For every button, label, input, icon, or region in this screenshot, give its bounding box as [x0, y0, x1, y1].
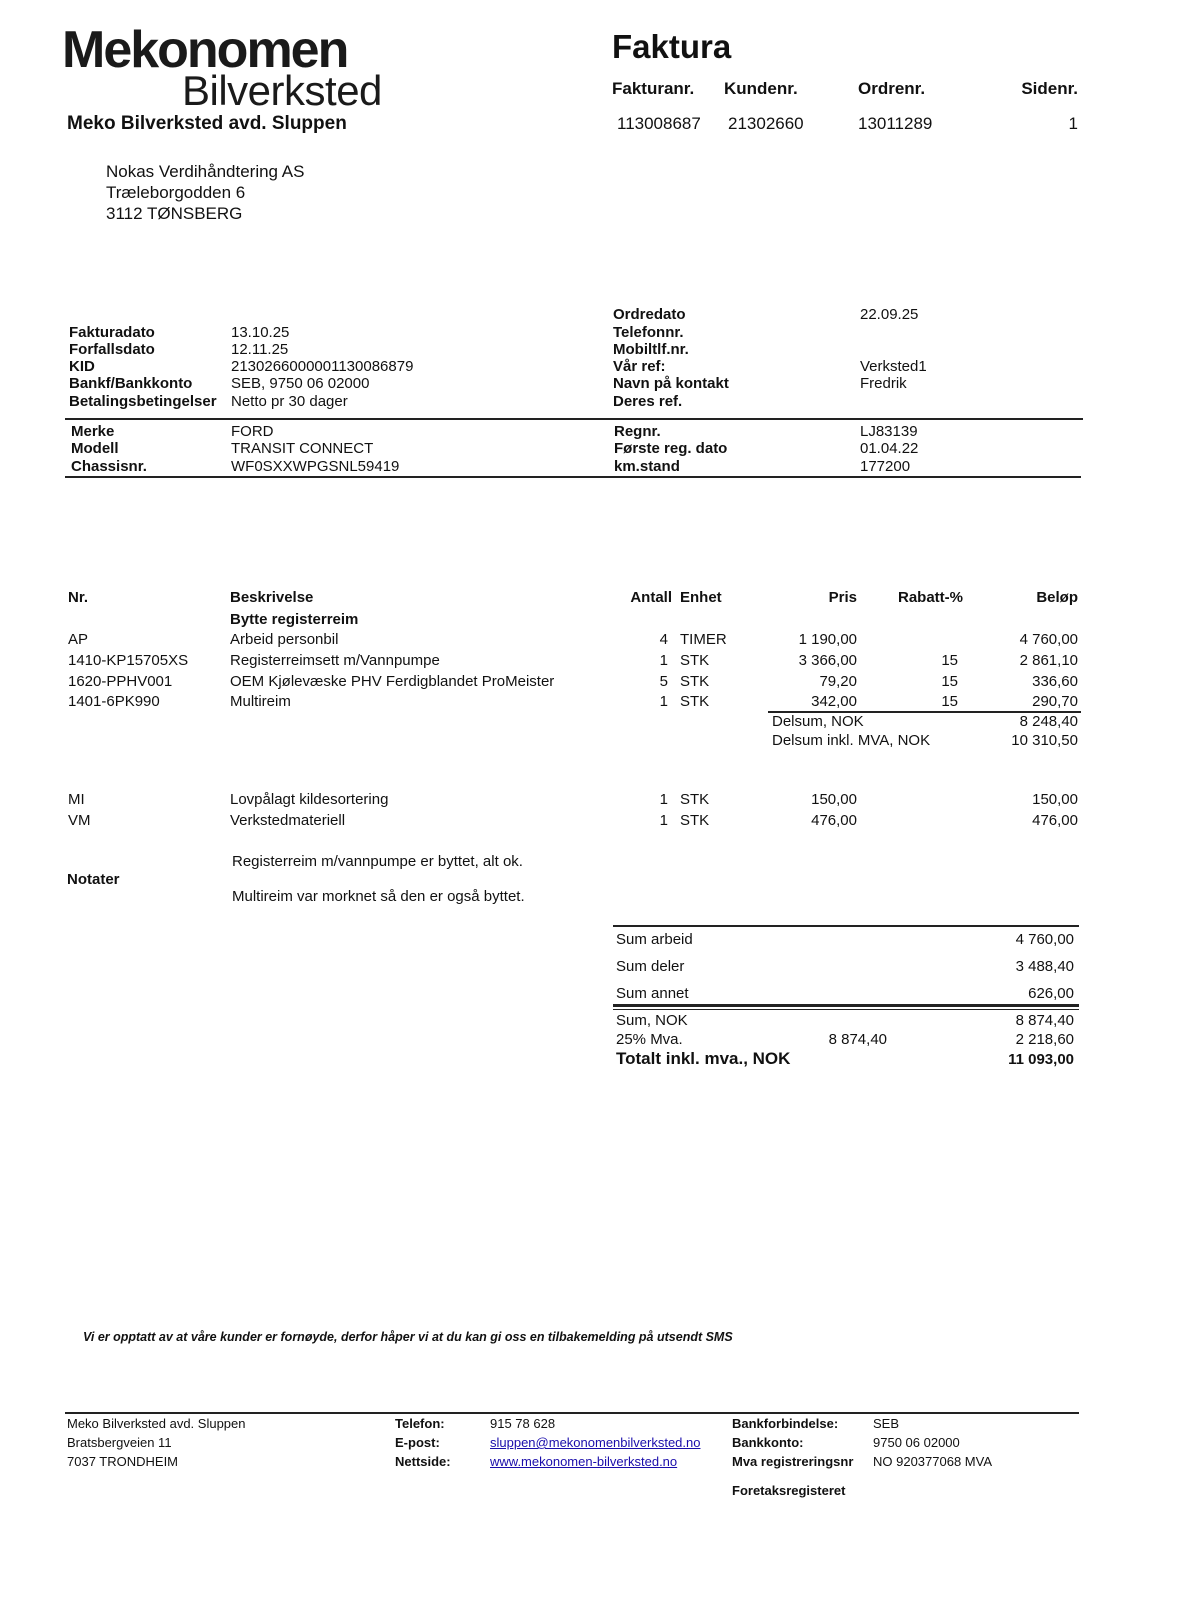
page-no-label: Sidenr.	[1021, 79, 1078, 98]
page-no: 1	[1068, 114, 1078, 133]
customer-no: 21302660	[728, 114, 804, 133]
info-value: Verksted1	[860, 358, 927, 375]
vehicle-value: 177200	[860, 458, 911, 475]
total-label: Totalt inkl. mva., NOK	[616, 1049, 791, 1068]
footer-web-link[interactable]: www.mekonomen-bilverksted.no	[490, 1454, 678, 1469]
footer-rule	[65, 1412, 1079, 1414]
divider	[65, 476, 1081, 478]
vehicle-value: 01.04.22	[860, 440, 919, 457]
row-unit: STK	[680, 791, 710, 808]
row-nr: 1620-PPHV001	[68, 673, 173, 690]
row-qty: 1	[659, 693, 668, 710]
customer-no-label: Kundenr.	[724, 79, 798, 98]
doc-title: Faktura	[612, 28, 732, 65]
row-price: 3 366,00	[798, 652, 857, 669]
order-no-label: Ordrenr.	[858, 79, 926, 98]
col-price: Pris	[828, 589, 857, 606]
footer-phone: 915 78 628	[490, 1416, 556, 1431]
note-line: Registerreim m/vannpumpe er byttet, alt ok.	[232, 853, 523, 870]
row-nr: 1401-6PK990	[68, 693, 160, 710]
subtotal-value: 8 248,40	[1019, 713, 1078, 730]
col-desc: Beskrivelse	[230, 589, 314, 606]
info-label: Deres ref.	[613, 393, 683, 410]
totals-double-rule	[613, 1004, 1079, 1007]
info-label: Ordredato	[613, 306, 686, 323]
row-unit: STK	[680, 693, 710, 710]
row-nr: MI	[68, 791, 85, 808]
col-nr: Nr.	[68, 589, 89, 606]
totals-double-rule	[613, 1009, 1079, 1010]
sum-value: 3 488,40	[1015, 958, 1074, 975]
sum-label: Sum arbeid	[616, 931, 693, 948]
row-price: 150,00	[811, 791, 857, 808]
row-price: 476,00	[811, 812, 857, 829]
info-label: Telefonnr.	[613, 324, 684, 341]
vat-base: 8 874,40	[828, 1031, 887, 1048]
row-desc: Arbeid personbil	[230, 631, 339, 648]
notes-label: Notater	[67, 871, 120, 888]
vehicle-label: km.stand	[614, 458, 680, 475]
vehicle-label: Modell	[71, 440, 119, 457]
info-label: KID	[69, 358, 95, 375]
recipient-street: Træleborgodden 6	[106, 183, 246, 202]
invoice-no: 113008687	[617, 114, 701, 133]
info-value: Netto pr 30 dager	[231, 393, 348, 410]
row-nr: 1410-KP15705XS	[68, 652, 189, 669]
row-price: 79,20	[819, 673, 857, 690]
footer-web-label: Nettside:	[395, 1454, 451, 1469]
footer-city: 7037 TRONDHEIM	[67, 1454, 179, 1469]
info-label: Forfallsdato	[69, 341, 155, 358]
row-desc: OEM Kjølevæske PHV Ferdigblandet ProMeister	[230, 673, 555, 690]
row-desc: Lovpålagt kildesortering	[230, 791, 389, 808]
row-qty: 1	[659, 812, 668, 829]
recipient-city: 3112 TØNSBERG	[106, 204, 243, 223]
row-amount: 2 861,10	[1019, 652, 1078, 669]
footer-bank: SEB	[873, 1416, 900, 1431]
footer-bank-label: Bankforbindelse:	[732, 1416, 839, 1431]
sum-value: 4 760,00	[1015, 931, 1074, 948]
sum-label: Sum deler	[616, 958, 685, 975]
col-qty: Antall	[630, 589, 672, 606]
vehicle-label: Chassisnr.	[71, 458, 147, 475]
row-unit: TIMER	[680, 631, 727, 648]
subtotal-vat-value: 10 310,50	[1011, 732, 1078, 749]
row-unit: STK	[680, 673, 710, 690]
row-qty: 5	[659, 673, 668, 690]
footer-vat-label: Mva registreringsnr	[732, 1454, 854, 1469]
sum-nok-value: 8 874,40	[1015, 1012, 1074, 1029]
info-value: Fredrik	[860, 375, 907, 392]
info-value: 12.11.25	[231, 341, 289, 358]
row-nr: AP	[68, 631, 89, 648]
info-label: Navn på kontakt	[613, 375, 729, 392]
logo-subtitle: Bilverksted	[182, 67, 382, 114]
row-qty: 1	[659, 652, 668, 669]
footer-email-link[interactable]: sluppen@mekonomenbilverksted.no	[490, 1435, 701, 1450]
row-desc: Registerreimsett m/Vannpumpe	[230, 652, 440, 669]
vehicle-value: FORD	[231, 423, 274, 440]
col-amount: Beløp	[1036, 589, 1078, 606]
info-label: Mobiltlf.nr.	[613, 341, 689, 358]
info-value: 13.10.25	[231, 324, 290, 341]
row-qty: 4	[659, 631, 668, 648]
info-label: Betalingsbetingelser	[69, 393, 217, 410]
vehicle-value: WF0SXXWPGSNL59419	[231, 458, 400, 475]
note-line: Multireim var morknet så den er også byttet.	[232, 888, 525, 905]
footer-company: Meko Bilverksted avd. Sluppen	[67, 1416, 246, 1431]
row-amount: 4 760,00	[1019, 631, 1078, 648]
row-amount: 476,00	[1032, 812, 1078, 829]
row-price: 342,00	[811, 693, 857, 710]
invoice-no-label: Fakturanr.	[612, 79, 695, 98]
footer-email-label: E-post:	[395, 1435, 440, 1450]
info-label: Fakturadato	[69, 324, 155, 341]
info-value: 2130266000001130086879	[231, 358, 414, 375]
sum-label: Sum annet	[616, 985, 689, 1002]
row-desc: Multireim	[230, 693, 291, 710]
footer-account: 9750 06 02000	[873, 1435, 960, 1450]
sum-nok-label: Sum, NOK	[616, 1012, 688, 1029]
footer-register: Foretaksregisteret	[732, 1483, 846, 1498]
row-amount: 336,60	[1032, 673, 1078, 690]
job-title: Bytte registerreim	[230, 611, 359, 628]
vat-label: 25% Mva.	[616, 1031, 683, 1048]
col-discount: Rabatt-%	[897, 589, 963, 606]
row-discount: 15	[941, 652, 958, 669]
info-label: Bankf/Bankkonto	[69, 375, 193, 392]
vehicle-label: Regnr.	[614, 423, 661, 440]
totals-top-rule	[613, 925, 1079, 927]
info-value: SEB, 9750 06 02000	[231, 375, 370, 392]
row-unit: STK	[680, 812, 710, 829]
row-discount: 15	[941, 693, 958, 710]
vehicle-value: LJ83139	[860, 423, 918, 440]
row-discount: 15	[941, 673, 958, 690]
row-unit: STK	[680, 652, 710, 669]
subtotal-vat-label: Delsum inkl. MVA, NOK	[772, 732, 931, 749]
subtotal-label: Delsum, NOK	[772, 713, 864, 730]
vehicle-label: Første reg. dato	[614, 440, 728, 457]
vat-value: 2 218,60	[1015, 1031, 1074, 1048]
row-amount: 290,70	[1032, 693, 1078, 710]
footer-vat-no: NO 920377068 MVA	[873, 1454, 992, 1469]
recipient-name: Nokas Verdihåndtering AS	[106, 162, 305, 181]
vehicle-value: TRANSIT CONNECT	[231, 440, 374, 457]
info-value: 22.09.25	[860, 306, 919, 323]
row-amount: 150,00	[1032, 791, 1078, 808]
footer-phone-label: Telefon:	[395, 1416, 445, 1431]
row-qty: 1	[659, 791, 668, 808]
info-label: Vår ref:	[613, 358, 666, 375]
feedback-note: Vi er opptatt av at våre kunder er fornøyde, derfor håper vi at du kan gi oss en tilbakemelding på utsendt SMS	[83, 1330, 733, 1344]
row-nr: VM	[68, 812, 91, 829]
footer-street: Bratsbergveien 11	[67, 1435, 172, 1450]
vehicle-label: Merke	[71, 423, 115, 440]
footer-account-label: Bankkonto:	[732, 1435, 804, 1450]
divider	[65, 418, 1083, 420]
logo-wordmark: Mekonomen	[62, 21, 348, 79]
col-unit: Enhet	[680, 589, 722, 606]
branch-name: Meko Bilverksted avd. Sluppen	[67, 113, 347, 134]
order-no: 13011289	[858, 114, 933, 133]
row-price: 1 190,00	[798, 631, 857, 648]
sum-value: 626,00	[1028, 985, 1074, 1002]
total-value: 11 093,00	[1008, 1051, 1074, 1068]
row-desc: Verkstedmateriell	[230, 812, 346, 829]
